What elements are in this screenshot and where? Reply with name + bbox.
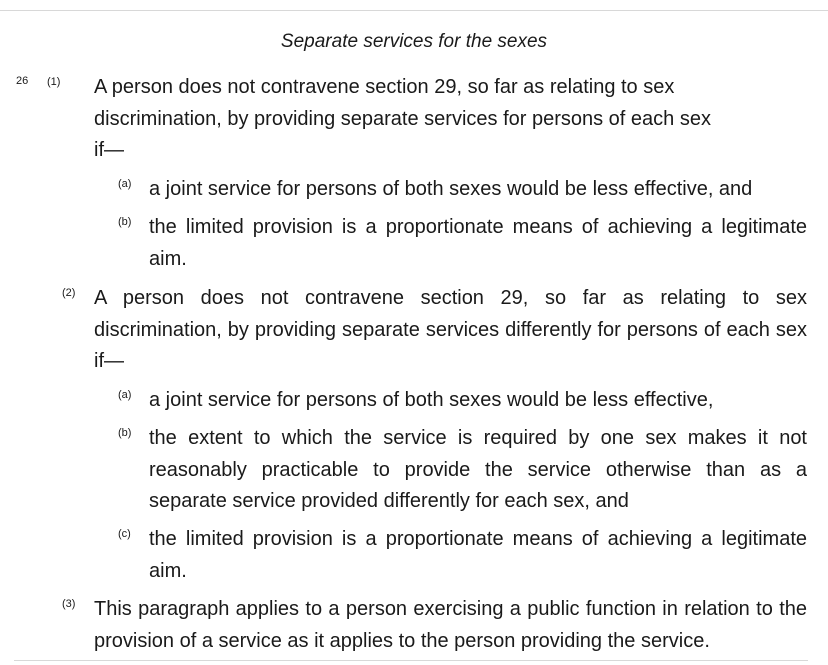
item-1b-letter: (b): [118, 216, 132, 228]
subparagraph-3-text: This paragraph applies to a person exercising a public function in relation to the provision of a service as it applies to the person providing the service.: [94, 598, 807, 652]
subparagraph-1-text: A person does not contravene section 29, so far as relating to sex discrimination, by providing separate services for persons of each sex if—: [94, 76, 711, 161]
section-heading: Separate services for the sexes: [280, 31, 548, 52]
subparagraph-3-number: (3): [62, 598, 76, 610]
item-1a-letter: (a): [118, 178, 132, 190]
top-divider: [0, 10, 828, 11]
bottom-divider: [14, 660, 808, 661]
item-2b-letter: (b): [118, 427, 132, 439]
item-2b-text: the extent to which the service is required by one sex makes it not reasonably practicable to provide the service otherwise than as a separate service provided differently for each sex, and: [149, 427, 807, 512]
item-2c-text: the limited provision is a proportionate means of achieving a legitimate aim.: [149, 528, 807, 582]
item-2a-letter: (a): [118, 389, 132, 401]
subparagraph-2-text: A person does not contravene section 29, so far as relating to sex discrimination, by providing separate services differently for persons of each sex if—: [94, 287, 807, 372]
item-1a-text: a joint service for persons of both sexes would be less effective, and: [149, 178, 753, 200]
item-2c-letter: (c): [118, 528, 131, 540]
paragraph-number: 26: [16, 75, 29, 87]
item-2a-text: a joint service for persons of both sexes would be less effective,: [149, 389, 714, 411]
subparagraph-1-number: (1): [47, 76, 61, 88]
item-1b-text: the limited provision is a proportionate means of achieving a legitimate aim.: [149, 216, 807, 270]
subparagraph-2-number: (2): [62, 287, 76, 299]
